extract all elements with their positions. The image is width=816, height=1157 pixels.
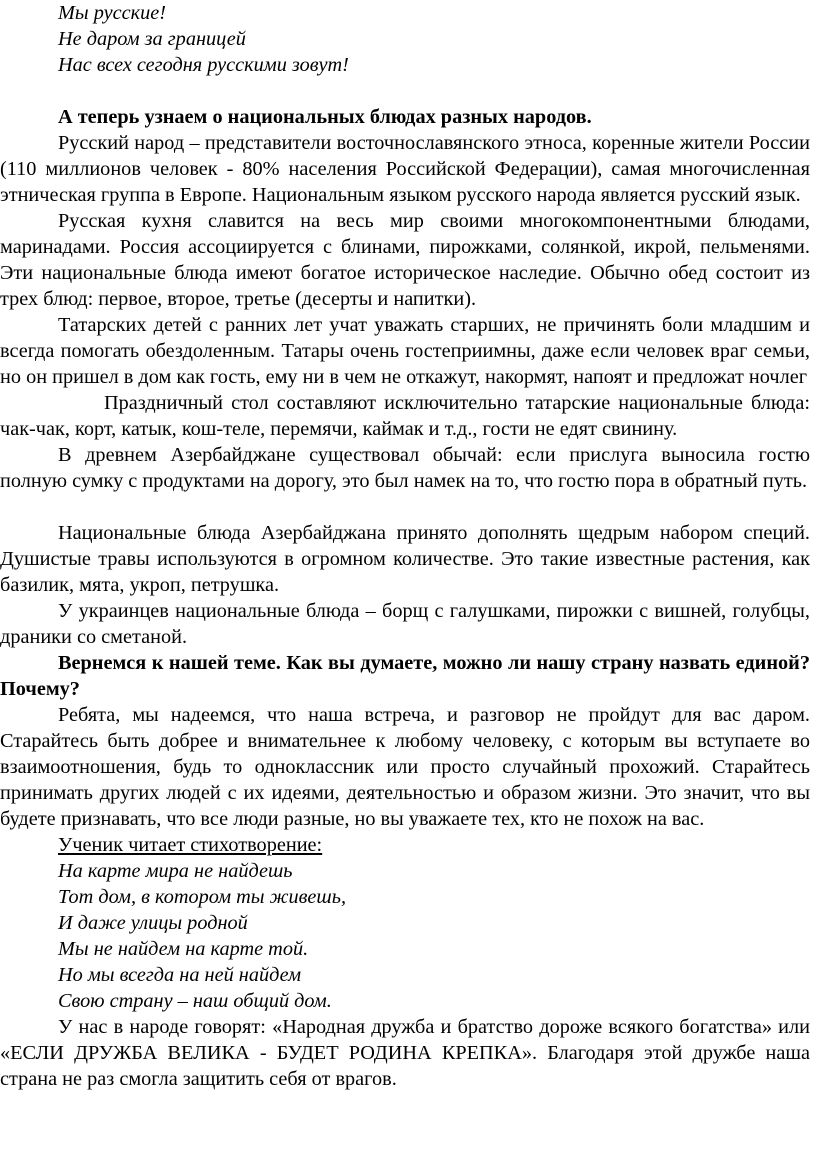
paragraph-azerbaijan-custom: В древнем Азербайджане существовал обычай: если прислуга выносила гостю полную сумку с продуктами на дорогу, это был намек на то, что гостю пора в обратный путь. [0,444,810,492]
paragraph-tatar-table: Праздничный стол составляют исключительно татарские национальные блюда: чак-чак, корт, катык, кош-теле, перемячи, каймак и т.д., гости не едят свинину. [0,392,810,440]
paragraph-kids: Ребята, мы надеемся, что наша встреча, и разговор не пройдут для вас даром. Старайтесь быть добрее и внимательнее к любому человеку, с которым вы вступаете во взаимоотношения, будь то одноклассник или просто случайный прохожий. Старайтесь принимать других людей с их идеями, деятельностью и образом жизни. Это значит, что вы будете признавать, что все люди разные, но вы уважаете тех, кто не похож на вас. [0,704,810,830]
paragraph-azerbaijan-dishes: Национальные блюда Азербайджана принято дополнять щедрым набором специй. Душистые травы используются в огромном количестве. Это такие известные растения, как базилик, мята, укроп, петрушка. [0,522,810,596]
poem-line: Мы русские! [58,2,166,24]
paragraph-ukraine: У украинцев национальные блюда – борщ с галушками, пирожки с вишней, голубцы, драники со сметаной. [0,600,810,648]
paragraph-proverb: У нас в народе говорят: «Народная дружба и братство дороже всякого богатства» или «ЕСЛИ ДРУЖБА ВЕЛИКА - БУДЕТ РОДИНА КРЕПКА». Благодаря этой дружбе наша страна не раз смогла защитить себя от врагов. [0,1016,810,1090]
poem-line: На карте мира не найдешь [58,860,293,882]
poem-line: Мы не найдем на карте той. [58,938,309,960]
poem-line: Нас всех сегодня русскими зовут! [58,54,349,76]
poem-line: Не даром за границей [58,28,246,50]
paragraph-russian-cuisine: Русская кухня славится на весь мир своими многокомпонентными блюдами, маринадами. Россия ассоциируется с блинами, пирожками, солянкой, икрой, пельменями. Эти национальные блюда имеют богатое историческое наследие. Обычно обед состоит из трех блюд: первое, второе, третье (десерты и напитки). [0,210,810,310]
poem-line: Свою страну – наш общий дом. [58,990,332,1012]
paragraph-question: Вернемся к нашей теме. Как вы думаете, можно ли нашу страну назвать единой? Почему? [0,652,810,700]
spacer [0,78,810,104]
paragraph-russian-people: Русский народ – представители восточнославянского этноса, коренные жители России (110 миллионов человек - 80% населения Российской Федерации), самая многочисленная этническая группа в Европе. Национальным языком русского народа является русский язык. [0,132,810,206]
poem-line: И даже улицы родной [58,912,248,934]
spacer [0,494,810,520]
student-reads-label: Ученик читает стихотворение: [58,834,323,856]
poem-line: Тот дом, в котором ты живешь, [58,886,347,908]
paragraph-tatar-children: Татарских детей с ранних лет учат уважать старших, не причинять боли младшим и всегда помогать обездоленным. Татары очень гостеприимны, даже если человек враг семьи, но он пришел в дом как гость, ему ни в чем не откажут, накормят, напоят и предложат ночлег [0,314,810,388]
poem-line: Но мы всегда на ней найдем [58,964,302,986]
section-heading: А теперь узнаем о национальных блюдах разных народов. [58,106,592,128]
